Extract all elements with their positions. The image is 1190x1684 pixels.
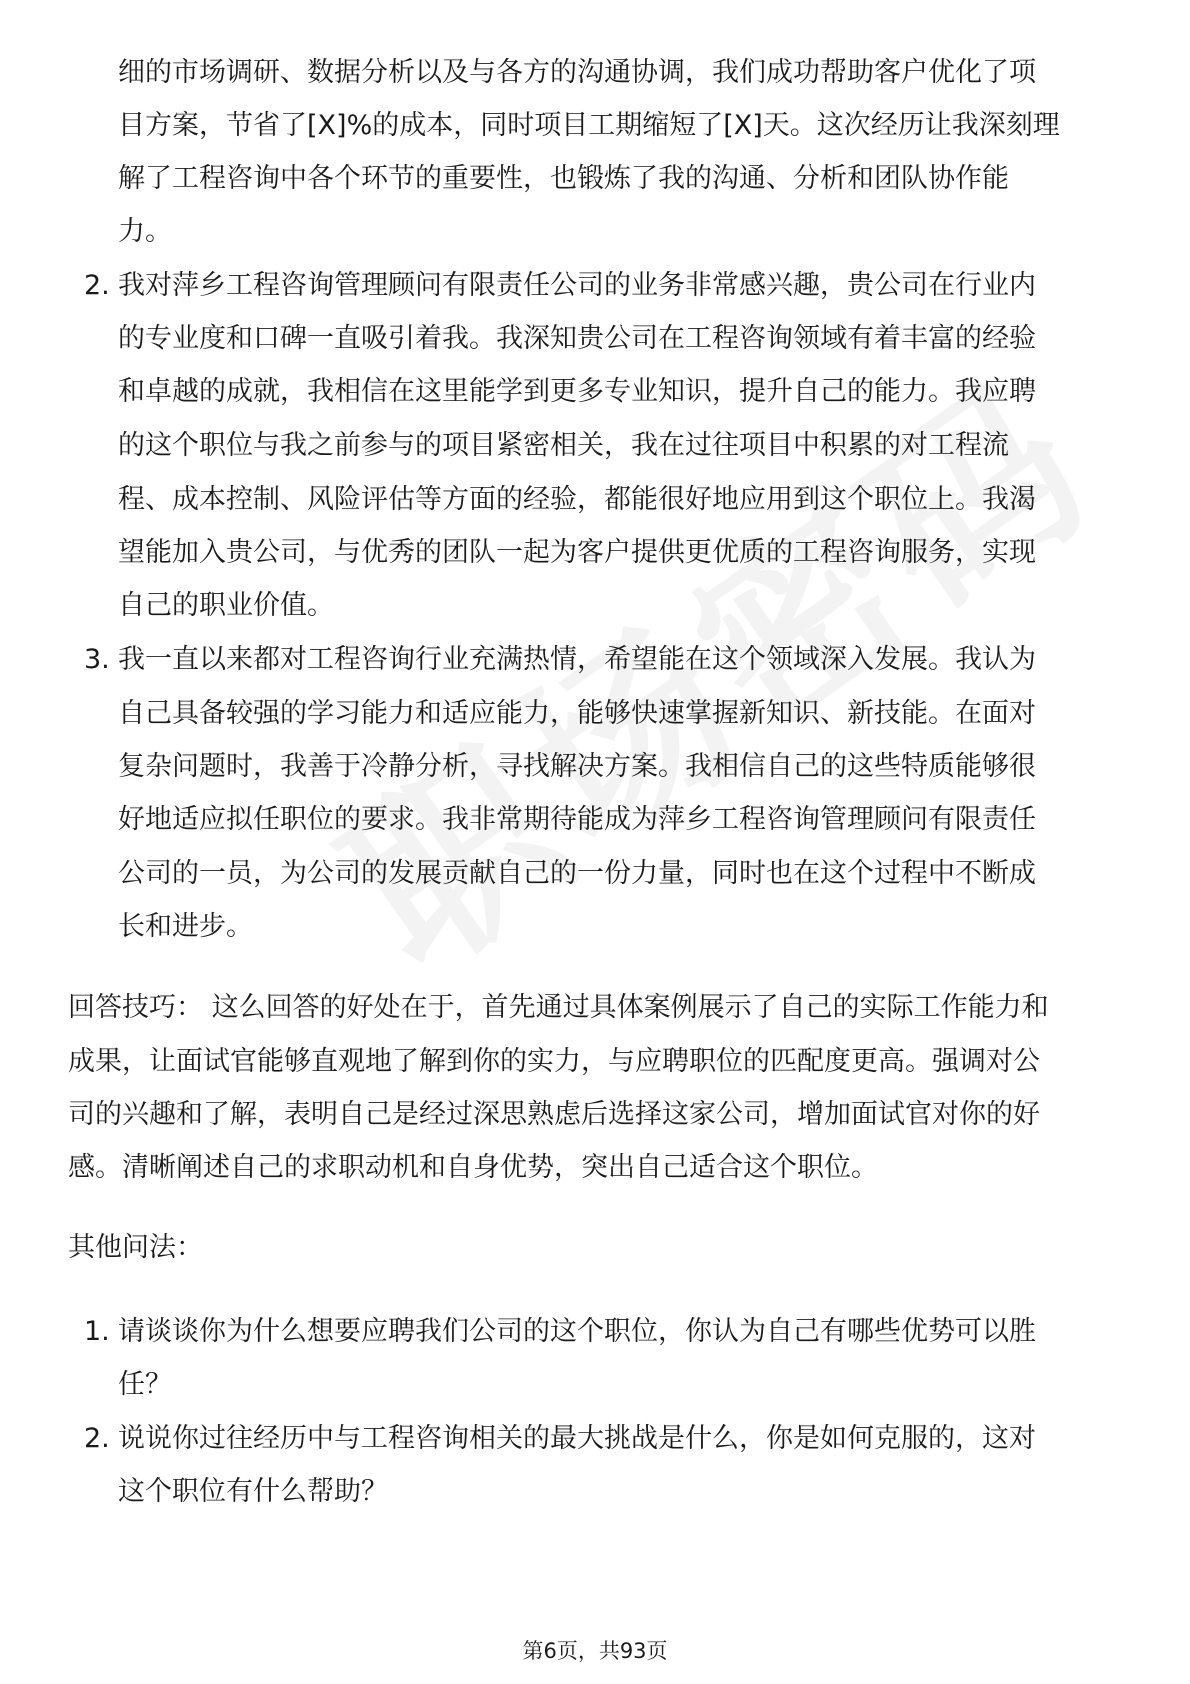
list-number: 2.	[84, 270, 110, 301]
list-number: 2.	[84, 1423, 110, 1454]
item3-line: 长和进步。	[118, 911, 253, 942]
tips-line: 司的兴趣和了解，表明自己是经过深思熟虑后选择这家公司，增加面试官对你的好	[68, 1099, 1040, 1130]
item2-line: 的专业度和口碑一直吸引着我。我深知贵公司在工程咨询领域有着丰富的经验	[118, 323, 1036, 354]
tips-line: 感。清晰阐述自己的求职动机和自身优势，突出自己适合这个职位。	[68, 1152, 878, 1183]
item2-line: 望能加入贵公司，与优秀的团队一起为客户提供更优质的工程咨询服务，实现	[118, 537, 1036, 568]
item2-line: 自己的职业价值。	[118, 590, 334, 621]
item1-line: 力。	[118, 216, 172, 247]
item3-line: 我一直以来都对工程咨询行业充满热情，希望能在这个领域深入发展。我认为	[118, 644, 1036, 675]
item3-line: 公司的一员，为公司的发展贡献自己的一份力量，同时也在这个过程中不断成	[118, 858, 1036, 889]
item1-line: 目方案，节省了[X]%的成本，同时项目工期缩短了[X]天。这次经历让我深刻理	[118, 110, 1060, 141]
item2-line: 的这个职位与我之前参与的项目紧密相关，我在过往项目中积累的对工程流	[118, 430, 1009, 461]
item3-line: 自己具备较强的学习能力和适应能力，能够快速掌握新知识、新技能。在面对	[118, 698, 1036, 729]
other-item-line: 请谈谈你为什么想要应聘我们公司的这个职位，你认为自己有哪些优势可以胜	[118, 1316, 1036, 1347]
list-number: 1.	[84, 1316, 110, 1347]
item2-line: 我对萍乡工程咨询管理顾问有限责任公司的业务非常感兴趣，贵公司在行业内	[118, 270, 1036, 301]
item1-line: 解了工程咨询中各个环节的重要性，也锻炼了我的沟通、分析和团队协作能	[118, 163, 1009, 194]
other-item-line: 说说你过往经历中与工程咨询相关的最大挑战是什么，你是如何克服的，这对	[118, 1423, 1036, 1454]
item3-line: 复杂问题时，我善于冷静分析，寻找解决方案。我相信自己的这些特质能够很	[118, 751, 1036, 782]
page-number-footer: 第6页，共93页	[522, 1639, 668, 1663]
list-number: 3.	[84, 644, 110, 675]
item2-line: 和卓越的成就，我相信在这里能学到更多专业知识，提升自己的能力。我应聘	[118, 376, 1036, 407]
item2-line: 程、成本控制、风险评估等方面的经验，都能很好地应用到这个职位上。我渴	[118, 484, 1036, 515]
tips-line: 成果，让面试官能够直观地了解到你的实力，与应聘职位的匹配度更高。强调对公	[68, 1046, 1040, 1077]
other-heading: 其他问法：	[68, 1232, 203, 1263]
other-item-line: 这个职位有什么帮助？	[118, 1476, 388, 1507]
item3-line: 好地适应拟任职位的要求。我非常期待能成为萍乡工程咨询管理顾问有限责任	[118, 804, 1036, 835]
tips-line: 回答技巧： 这么回答的好处在于，首先通过具体案例展示了自己的实际工作能力和	[68, 992, 1049, 1023]
other-item-line: 任？	[118, 1369, 172, 1400]
item1-line: 细的市场调研、数据分析以及与各方的沟通协调，我们成功帮助客户优化了项	[118, 57, 1036, 88]
